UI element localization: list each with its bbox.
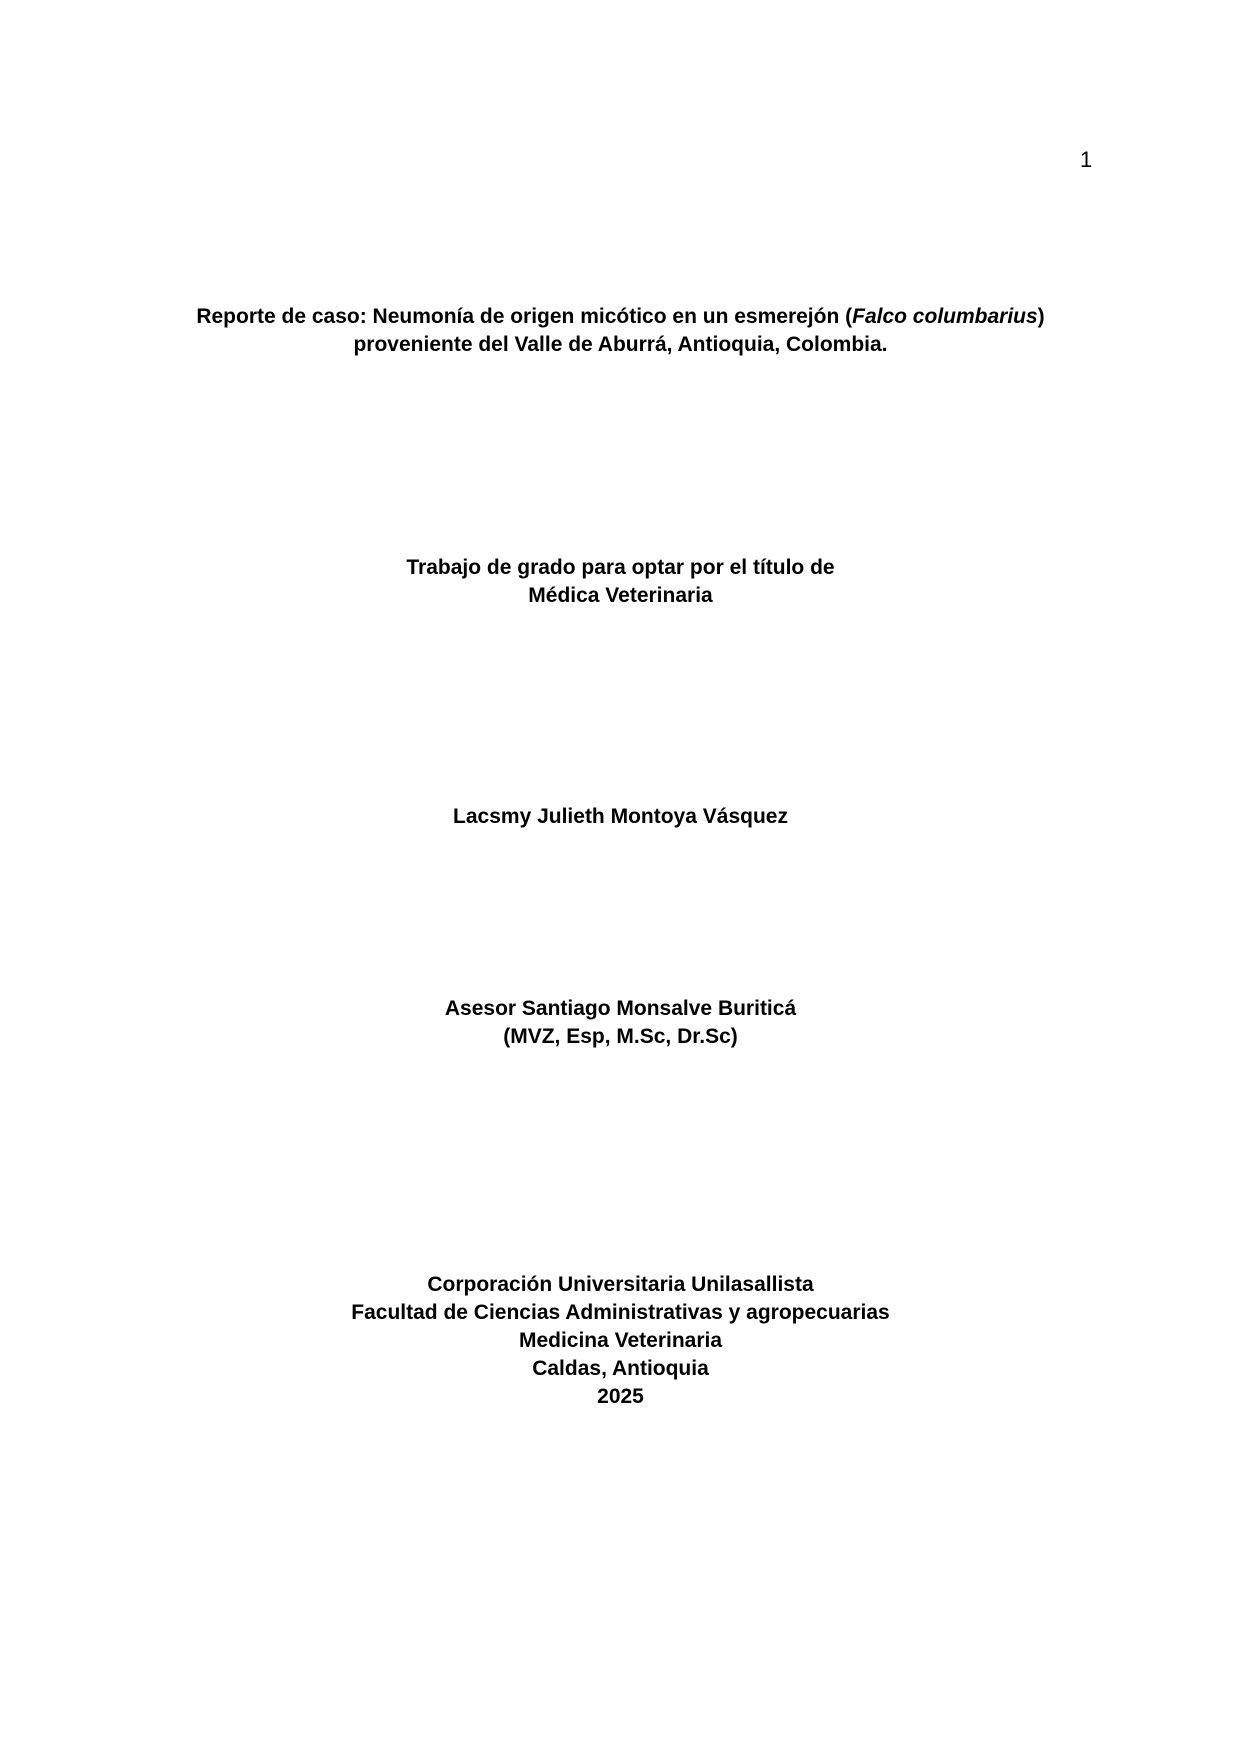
faculty-name: Facultad de Ciencias Administrativas y agropecuarias — [351, 1301, 890, 1324]
title-line-1 — [0, 303, 1241, 331]
document-title — [0, 303, 1241, 359]
location: Caldas, Antioquia — [532, 1357, 709, 1380]
advisor-credentials: (MVZ, Esp, M.Sc, Dr.Sc) — [503, 1025, 738, 1048]
advisor-name: Asesor Santiago Monsalve Buriticá — [444, 997, 797, 1020]
degree-line-1: Trabajo de grado para optar por el título de — [406, 556, 835, 579]
degree-statement — [0, 554, 1241, 610]
species-name: Falco columbarius — [852, 305, 1038, 328]
advisor-block — [0, 995, 1241, 1051]
author-block — [0, 803, 1241, 831]
program-name: Medicina Veterinaria — [518, 1329, 723, 1352]
author-name: Lacsmy Julieth Montoya Vásquez — [453, 805, 788, 828]
year: 2025 — [597, 1385, 644, 1408]
degree-line-2: Médica Veterinaria — [528, 584, 713, 607]
title-line-1-suffix: ) — [1037, 305, 1045, 328]
institution-name: Corporación Universitaria Unilasallista — [427, 1273, 814, 1296]
institution-block — [0, 1271, 1241, 1411]
page-number: 1 — [1080, 147, 1093, 172]
title-line-1-prefix: Reporte de caso: Neumonía de origen micótico en un esmerejón ( — [196, 305, 853, 328]
title-line-2: proveniente del Valle de Aburrá, Antioquia, Colombia. — [353, 333, 888, 356]
